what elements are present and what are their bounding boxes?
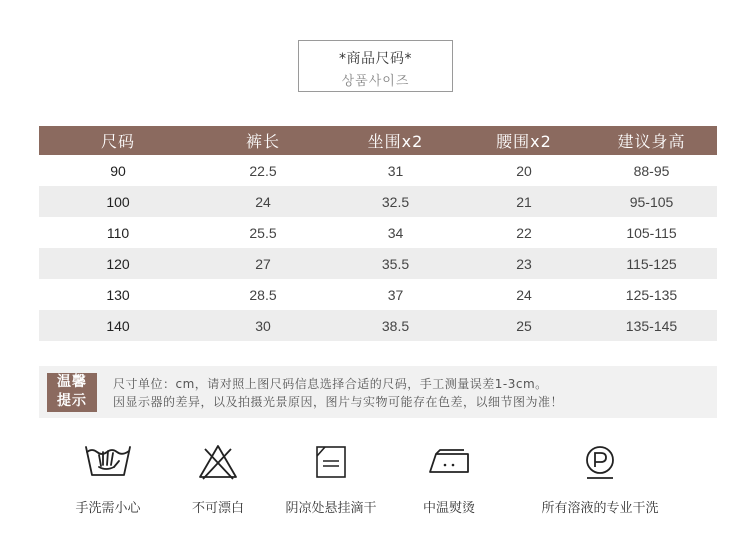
table-cell: 28.5 — [249, 286, 277, 303]
care-item-hand-wash — [58, 440, 158, 516]
table-row — [39, 155, 717, 186]
notice-label — [47, 373, 97, 412]
col-header-size: 尺码 — [39, 126, 197, 155]
table-cell: 20 — [516, 162, 532, 179]
no-bleach-icon — [168, 440, 268, 484]
table-cell: 37 — [387, 286, 404, 303]
notice-label-line1: 温馨 — [57, 374, 87, 390]
table-cell: 30 — [197, 310, 329, 341]
notice-line2: 因显示器的差异，以及拍摄光景原因，图片与实物可能存在色差，以细节图为准！ — [113, 395, 564, 409]
col-header-length: 裤长 — [197, 126, 329, 155]
table-cell: 25 — [462, 310, 586, 341]
care-label: 所有溶液的专业干洗 — [541, 501, 659, 516]
table-row — [39, 279, 717, 310]
table-cell: 35.5 — [329, 248, 462, 279]
table-cell: 110 — [106, 224, 130, 241]
table-cell: 22.5 — [249, 162, 277, 179]
table-header-row — [39, 126, 717, 155]
table-cell: 25.5 — [249, 224, 277, 241]
table-cell: 130 — [106, 286, 130, 303]
table-cell: 105-115 — [626, 224, 677, 241]
hand-wash-icon — [58, 440, 158, 484]
notice-text — [113, 375, 563, 411]
page-subtitle: 상품사이즈 — [341, 74, 410, 89]
iron-medium-icon — [399, 440, 499, 484]
care-label: 阴凉处悬挂滴干 — [285, 501, 377, 516]
table-cell: 24 — [197, 186, 329, 217]
care-item-iron-medium — [399, 440, 499, 516]
size-table — [39, 126, 717, 341]
notice-panel — [39, 366, 717, 418]
table-cell: 88-95 — [633, 162, 670, 179]
table-cell: 115-125 — [586, 248, 717, 279]
table-cell: 23 — [462, 248, 586, 279]
table-cell: 34 — [387, 224, 404, 241]
table-cell: 22 — [516, 224, 532, 241]
dry-clean-p-icon — [530, 440, 670, 484]
table-cell: 140 — [39, 310, 197, 341]
table-row — [39, 310, 717, 341]
table-row — [39, 248, 717, 279]
table-cell: 27 — [197, 248, 329, 279]
table-cell: 32.5 — [329, 186, 462, 217]
table-cell: 24 — [516, 286, 532, 303]
care-label: 中温熨烫 — [422, 501, 475, 516]
care-item-no-bleach — [168, 440, 268, 516]
care-item-dry-clean — [530, 440, 670, 516]
title-box — [298, 40, 453, 92]
table-row — [39, 217, 717, 248]
table-cell: 120 — [39, 248, 197, 279]
col-header-height: 建议身高 — [586, 126, 717, 155]
notice-label-line2: 提示 — [57, 393, 87, 409]
shade-dry-icon — [271, 440, 391, 484]
col-header-waist: 腰围x2 — [462, 126, 586, 155]
table-cell: 90 — [110, 162, 126, 179]
table-cell: 125-135 — [625, 286, 678, 303]
page-title: *商品尺码* — [339, 51, 412, 67]
table-row — [39, 186, 717, 217]
table-cell: 38.5 — [329, 310, 462, 341]
table-cell: 31 — [387, 162, 404, 179]
table-cell: 21 — [462, 186, 586, 217]
care-label: 手洗需小心 — [75, 501, 141, 516]
notice-line1: 尺寸单位：cm，请对照上图尺码信息选择合适的尺码，手工测量误差1-3cm。 — [113, 377, 548, 391]
care-label: 不可漂白 — [191, 501, 244, 516]
table-cell: 95-105 — [586, 186, 717, 217]
table-cell: 135-145 — [586, 310, 717, 341]
table-cell: 100 — [39, 186, 197, 217]
col-header-hip: 坐围x2 — [329, 126, 462, 155]
care-item-shade-dry — [271, 440, 391, 516]
